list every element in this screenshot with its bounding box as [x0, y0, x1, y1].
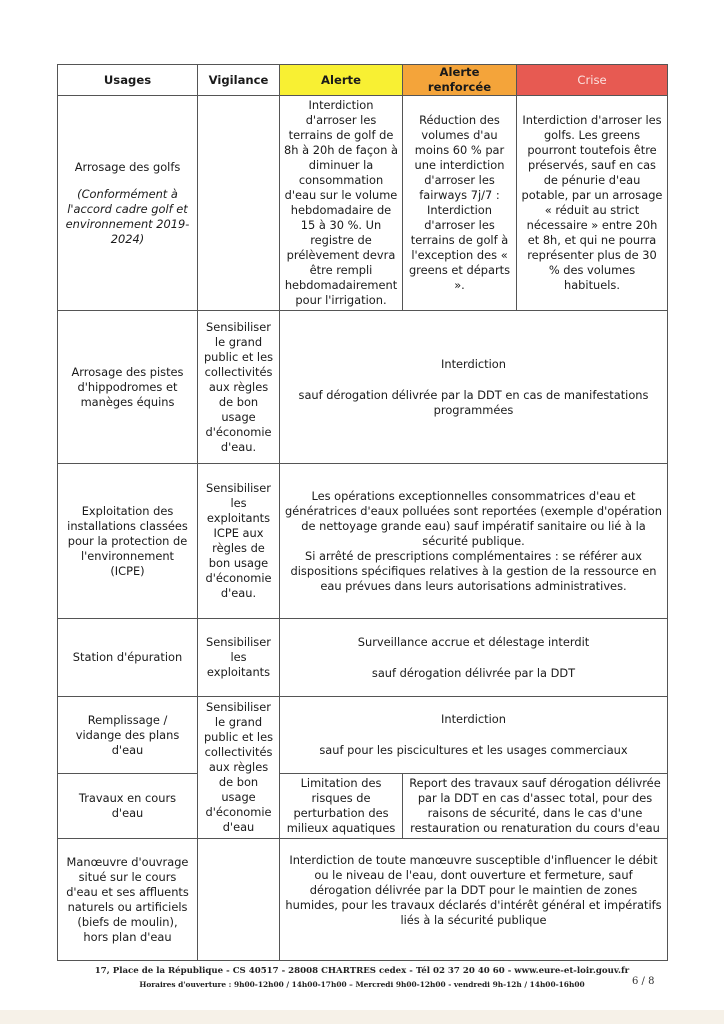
- scan-edge: [0, 1010, 724, 1024]
- vigilance-cell: Sensibiliser le grand public et les collectivités aux règles de bon usage d'économie d'eau: [198, 697, 280, 839]
- measure-text: Les opérations exceptionnelles consommatrices d'eau et génératrices d'eaux polluées sont reportées (exemple d'opération de nettoyage grande eau) sauf impératif sanitaire ou lié à la sécurité publique.: [285, 488, 662, 548]
- vigilance-cell: [198, 96, 280, 311]
- usage-cell: Manœuvre d'ouvrage situé sur le cours d'eau et ses affluents naturels ou artificiels (biefs de moulin), hors plan d'eau: [58, 839, 198, 961]
- alerte-renforcee-cell: Réduction des volumes d'au moins 60 % par une interdiction d'arroser les fairways 7j/7 : Interdiction d'arroser les terrains de golf à l'exception des « greens et départs ».: [403, 96, 517, 311]
- vigilance-cell: Sensibiliser les exploitants ICPE aux règles de bon usage d'économie d'eau.: [198, 464, 280, 619]
- measure-cell: [280, 619, 668, 697]
- measure-cell: [280, 697, 668, 774]
- usage-note: (Conformément à l'accord cadre golf et environnement 2019-2024): [65, 186, 190, 246]
- usage-cell: Station d'épuration: [58, 619, 198, 697]
- measure-title: Interdiction: [440, 356, 506, 371]
- table-row: [58, 619, 668, 697]
- header-vigilance: Vigilance: [198, 65, 280, 96]
- header-usages: Usages: [58, 65, 198, 96]
- vigilance-cell: Sensibiliser le grand public et les collectivités aux règles de bon usage d'économie d'eau.: [198, 311, 280, 464]
- usage-cell: Arrosage des pistes d'hippodromes et manèges équins: [58, 311, 198, 464]
- table-row: [58, 464, 668, 619]
- restriction-table: [57, 64, 668, 961]
- table-row: [58, 774, 668, 839]
- measure-title: Interdiction: [440, 712, 506, 726]
- measure-title: Surveillance accrue et délestage interdit: [357, 634, 590, 649]
- table-row: [58, 697, 668, 774]
- usage-cell: Remplissage / vidange des plans d'eau: [58, 697, 198, 774]
- measure-detail: sauf dérogation délivrée par la DDT: [371, 665, 576, 680]
- crise-cell: Interdiction d'arroser les golfs. Les greens pourront toutefois être préservés, sauf en cas de pénurie d'eau potable, par un arrosage « réduit au strict nécessaire » entre 20h et 8h, et qui ne pourra représenter plus de 30 % des volumes habituels.: [517, 96, 668, 311]
- measure-cell: [280, 311, 668, 464]
- header-alerte-renforcee: Alerte renforcée: [403, 65, 517, 96]
- measure-detail: sauf pour les piscicultures et les usages commerciaux: [319, 743, 628, 757]
- table-row: [58, 96, 668, 311]
- measure-cell: Report des travaux sauf dérogation délivrée par la DDT en cas d'assec total, pour des raisons de sécurité, dans le cas d'une restauration ou renaturation du cours d'eau: [403, 774, 668, 839]
- footer-address: 17, Place de la République - CS 40517 - 28008 CHARTRES cedex - Tél 02 37 20 40 60 - www.eure-et-loir.gouv.fr: [94, 966, 630, 976]
- header-row: [58, 65, 668, 96]
- header-alerte: Alerte: [280, 65, 403, 96]
- measure-detail: sauf dérogation délivrée par la DDT en cas de manifestations programmées: [298, 387, 649, 417]
- table-row: [58, 311, 668, 464]
- usage-label: Arrosage des golfs: [74, 159, 181, 174]
- page-number: 6 / 8: [632, 976, 655, 987]
- vigilance-cell: [198, 839, 280, 961]
- usage-cell: Travaux en cours d'eau: [58, 774, 198, 839]
- alerte-cell: Interdiction d'arroser les terrains de golf de 8h à 20h de façon à diminuer la consommation d'eau sur le volume hebdomadaire de 15 à 30 %. Un registre de prélèvement devra être rempli hebdomadairement pour l'irrigation.: [280, 96, 403, 311]
- usage-cell: Exploitation des installations classées pour la protection de l'environnement (ICPE): [58, 464, 198, 619]
- table-row: [58, 839, 668, 961]
- measure-cell: [280, 464, 668, 619]
- measure-text: Si arrêté de prescriptions complémentaires : se référer aux dispositions spécifiques relatives à la gestion de la ressource en eau prévues dans leurs autorisations administratives.: [290, 548, 657, 593]
- measure-cell: Interdiction de toute manœuvre susceptible d'influencer le débit ou le niveau de l'eau, dont ouverture et fermeture, sauf dérogation délivrée par la DDT pour le maintien de zones humides, pour les travaux déclarés d'intérêt général et impératifs liés à la sécurité publique: [280, 839, 668, 961]
- header-crise: Crise: [517, 65, 668, 96]
- footer-hours: Horaires d'ouverture : 9h00-12h00 / 14h00-17h00 – Mercredi 9h00-12h00 - vendredi 9h-12h / 14h00-16h00: [139, 980, 585, 989]
- alerte-cell: Limitation des risques de perturbation des milieux aquatiques: [280, 774, 403, 839]
- vigilance-cell: Sensibiliser les exploitants: [198, 619, 280, 697]
- usage-cell: [58, 96, 198, 311]
